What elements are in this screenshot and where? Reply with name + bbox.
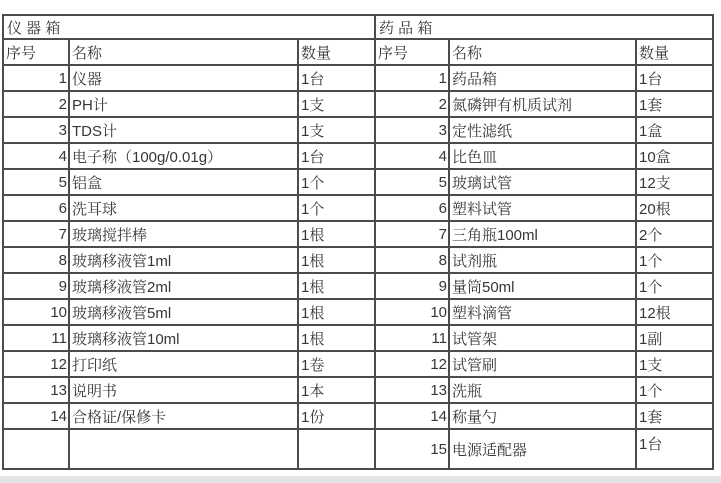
table-row [3, 195, 375, 221]
table-row [3, 65, 375, 91]
row-index-cell: 12 [3, 351, 69, 377]
item-name-cell: 仪器 [69, 65, 298, 91]
row-index-cell: 2 [375, 91, 449, 117]
item-name-cell: 电子称（100g/0.01g） [69, 143, 298, 169]
item-name-cell: 电源适配器 [449, 429, 636, 469]
row-index-cell: 8 [375, 247, 449, 273]
item-name-cell: 洗耳球 [69, 195, 298, 221]
table-row [375, 91, 713, 117]
row-index-cell: 10 [375, 299, 449, 325]
item-name-cell [69, 429, 298, 469]
reagent-box-table [374, 14, 714, 470]
row-index-cell: 7 [375, 221, 449, 247]
column-header-quantity: 数量 [298, 39, 375, 65]
column-header-name: 名称 [449, 39, 636, 65]
quantity-cell: 1台 [298, 65, 375, 91]
row-index-cell: 8 [3, 247, 69, 273]
row-index-cell [3, 429, 69, 469]
item-name-cell: 比色皿 [449, 143, 636, 169]
instrument-box-body [3, 65, 375, 469]
row-index-cell: 15 [375, 429, 449, 469]
quantity-cell: 1台 [636, 65, 713, 91]
item-name-cell: 洗瓶 [449, 377, 636, 403]
table-row [375, 143, 713, 169]
table-row [375, 351, 713, 377]
item-name-cell: 药品箱 [449, 65, 636, 91]
row-index-cell: 7 [3, 221, 69, 247]
item-name-cell: 铝盒 [69, 169, 298, 195]
row-index-cell: 14 [375, 403, 449, 429]
quantity-cell: 1本 [298, 377, 375, 403]
item-name-cell: PH计 [69, 91, 298, 117]
row-index-cell: 12 [375, 351, 449, 377]
quantity-cell: 1个 [636, 377, 713, 403]
quantity-cell: 12支 [636, 169, 713, 195]
row-index-cell: 14 [3, 403, 69, 429]
row-index-cell: 4 [375, 143, 449, 169]
table-row [3, 325, 375, 351]
item-name-cell: 玻璃移液管1ml [69, 247, 298, 273]
row-index-cell: 9 [375, 273, 449, 299]
quantity-cell: 1个 [636, 273, 713, 299]
quantity-cell: 12根 [636, 299, 713, 325]
item-name-cell: 称量勺 [449, 403, 636, 429]
quantity-cell: 1根 [298, 299, 375, 325]
table-row [375, 221, 713, 247]
row-index-cell: 11 [375, 325, 449, 351]
row-index-cell: 4 [3, 143, 69, 169]
row-index-cell: 10 [3, 299, 69, 325]
table-row [3, 429, 375, 469]
quantity-cell: 1根 [298, 273, 375, 299]
table-row [375, 247, 713, 273]
table-row [3, 117, 375, 143]
table-row [375, 65, 713, 91]
item-name-cell: 试管架 [449, 325, 636, 351]
quantity-cell: 1个 [636, 247, 713, 273]
table-row [3, 351, 375, 377]
table-row [3, 169, 375, 195]
column-header-index: 序号 [375, 39, 449, 65]
quantity-cell: 2个 [636, 221, 713, 247]
table-row [3, 273, 375, 299]
row-index-cell: 5 [375, 169, 449, 195]
table-row [375, 273, 713, 299]
row-index-cell: 5 [3, 169, 69, 195]
column-header-name: 名称 [69, 39, 298, 65]
quantity-cell: 1套 [636, 403, 713, 429]
item-name-cell: 试管刷 [449, 351, 636, 377]
quantity-cell: 1套 [636, 91, 713, 117]
quantity-cell: 10盒 [636, 143, 713, 169]
item-name-cell: 玻璃移液管5ml [69, 299, 298, 325]
row-index-cell: 6 [3, 195, 69, 221]
quantity-cell: 1副 [636, 325, 713, 351]
row-index-cell: 11 [3, 325, 69, 351]
quantity-cell: 1根 [298, 221, 375, 247]
item-name-cell: 三角瓶100ml [449, 221, 636, 247]
item-name-cell: 定性滤纸 [449, 117, 636, 143]
quantity-cell: 1支 [298, 117, 375, 143]
table-row [3, 377, 375, 403]
row-index-cell: 9 [3, 273, 69, 299]
reagent-box-title: 药 品 箱 [375, 15, 713, 39]
table-row [3, 221, 375, 247]
quantity-cell: 1支 [298, 91, 375, 117]
quantity-cell: 1根 [298, 325, 375, 351]
row-index-cell: 13 [375, 377, 449, 403]
row-index-cell: 1 [375, 65, 449, 91]
item-name-cell: 玻璃试管 [449, 169, 636, 195]
instrument-box-table [2, 14, 376, 470]
bottom-strip [0, 476, 721, 483]
reagent-box-title-row [375, 15, 713, 39]
table-row [375, 169, 713, 195]
row-index-cell: 6 [375, 195, 449, 221]
table-row [3, 299, 375, 325]
table-row [375, 325, 713, 351]
quantity-cell: 1个 [298, 195, 375, 221]
quantity-cell: 1根 [298, 247, 375, 273]
item-name-cell: 塑料滴管 [449, 299, 636, 325]
item-name-cell: 量筒50ml [449, 273, 636, 299]
quantity-cell: 20根 [636, 195, 713, 221]
item-name-cell: 合格证/保修卡 [69, 403, 298, 429]
quantity-cell: 1台 [636, 429, 713, 469]
column-header-index: 序号 [3, 39, 69, 65]
quantity-cell [298, 429, 375, 469]
row-index-cell: 2 [3, 91, 69, 117]
item-name-cell: 氮磷钾有机质试剂 [449, 91, 636, 117]
column-header-quantity: 数量 [636, 39, 713, 65]
item-name-cell: TDS计 [69, 117, 298, 143]
quantity-cell: 1支 [636, 351, 713, 377]
item-name-cell: 玻璃移液管10ml [69, 325, 298, 351]
row-index-cell: 13 [3, 377, 69, 403]
item-name-cell: 打印纸 [69, 351, 298, 377]
row-index-cell: 3 [375, 117, 449, 143]
table-row [3, 91, 375, 117]
quantity-cell: 1份 [298, 403, 375, 429]
table-row [375, 377, 713, 403]
table-row [375, 195, 713, 221]
item-name-cell: 玻璃移液管2ml [69, 273, 298, 299]
item-name-cell: 试剂瓶 [449, 247, 636, 273]
item-name-cell: 玻璃搅拌棒 [69, 221, 298, 247]
quantity-cell: 1个 [298, 169, 375, 195]
quantity-cell: 1台 [298, 143, 375, 169]
row-index-cell: 3 [3, 117, 69, 143]
instrument-box-title: 仪 器 箱 [3, 15, 375, 39]
table-row [3, 247, 375, 273]
table-row [375, 403, 713, 429]
quantity-cell: 1盒 [636, 117, 713, 143]
item-name-cell: 塑料试管 [449, 195, 636, 221]
reagent-box-header-row [375, 39, 713, 65]
instrument-box-title-row [3, 15, 375, 39]
table-row [375, 117, 713, 143]
table-row [3, 143, 375, 169]
quantity-cell: 1卷 [298, 351, 375, 377]
table-row [3, 403, 375, 429]
table-row [375, 299, 713, 325]
reagent-box-body [375, 65, 713, 469]
item-name-cell: 说明书 [69, 377, 298, 403]
table-row [375, 429, 713, 469]
row-index-cell: 1 [3, 65, 69, 91]
instrument-box-header-row [3, 39, 375, 65]
